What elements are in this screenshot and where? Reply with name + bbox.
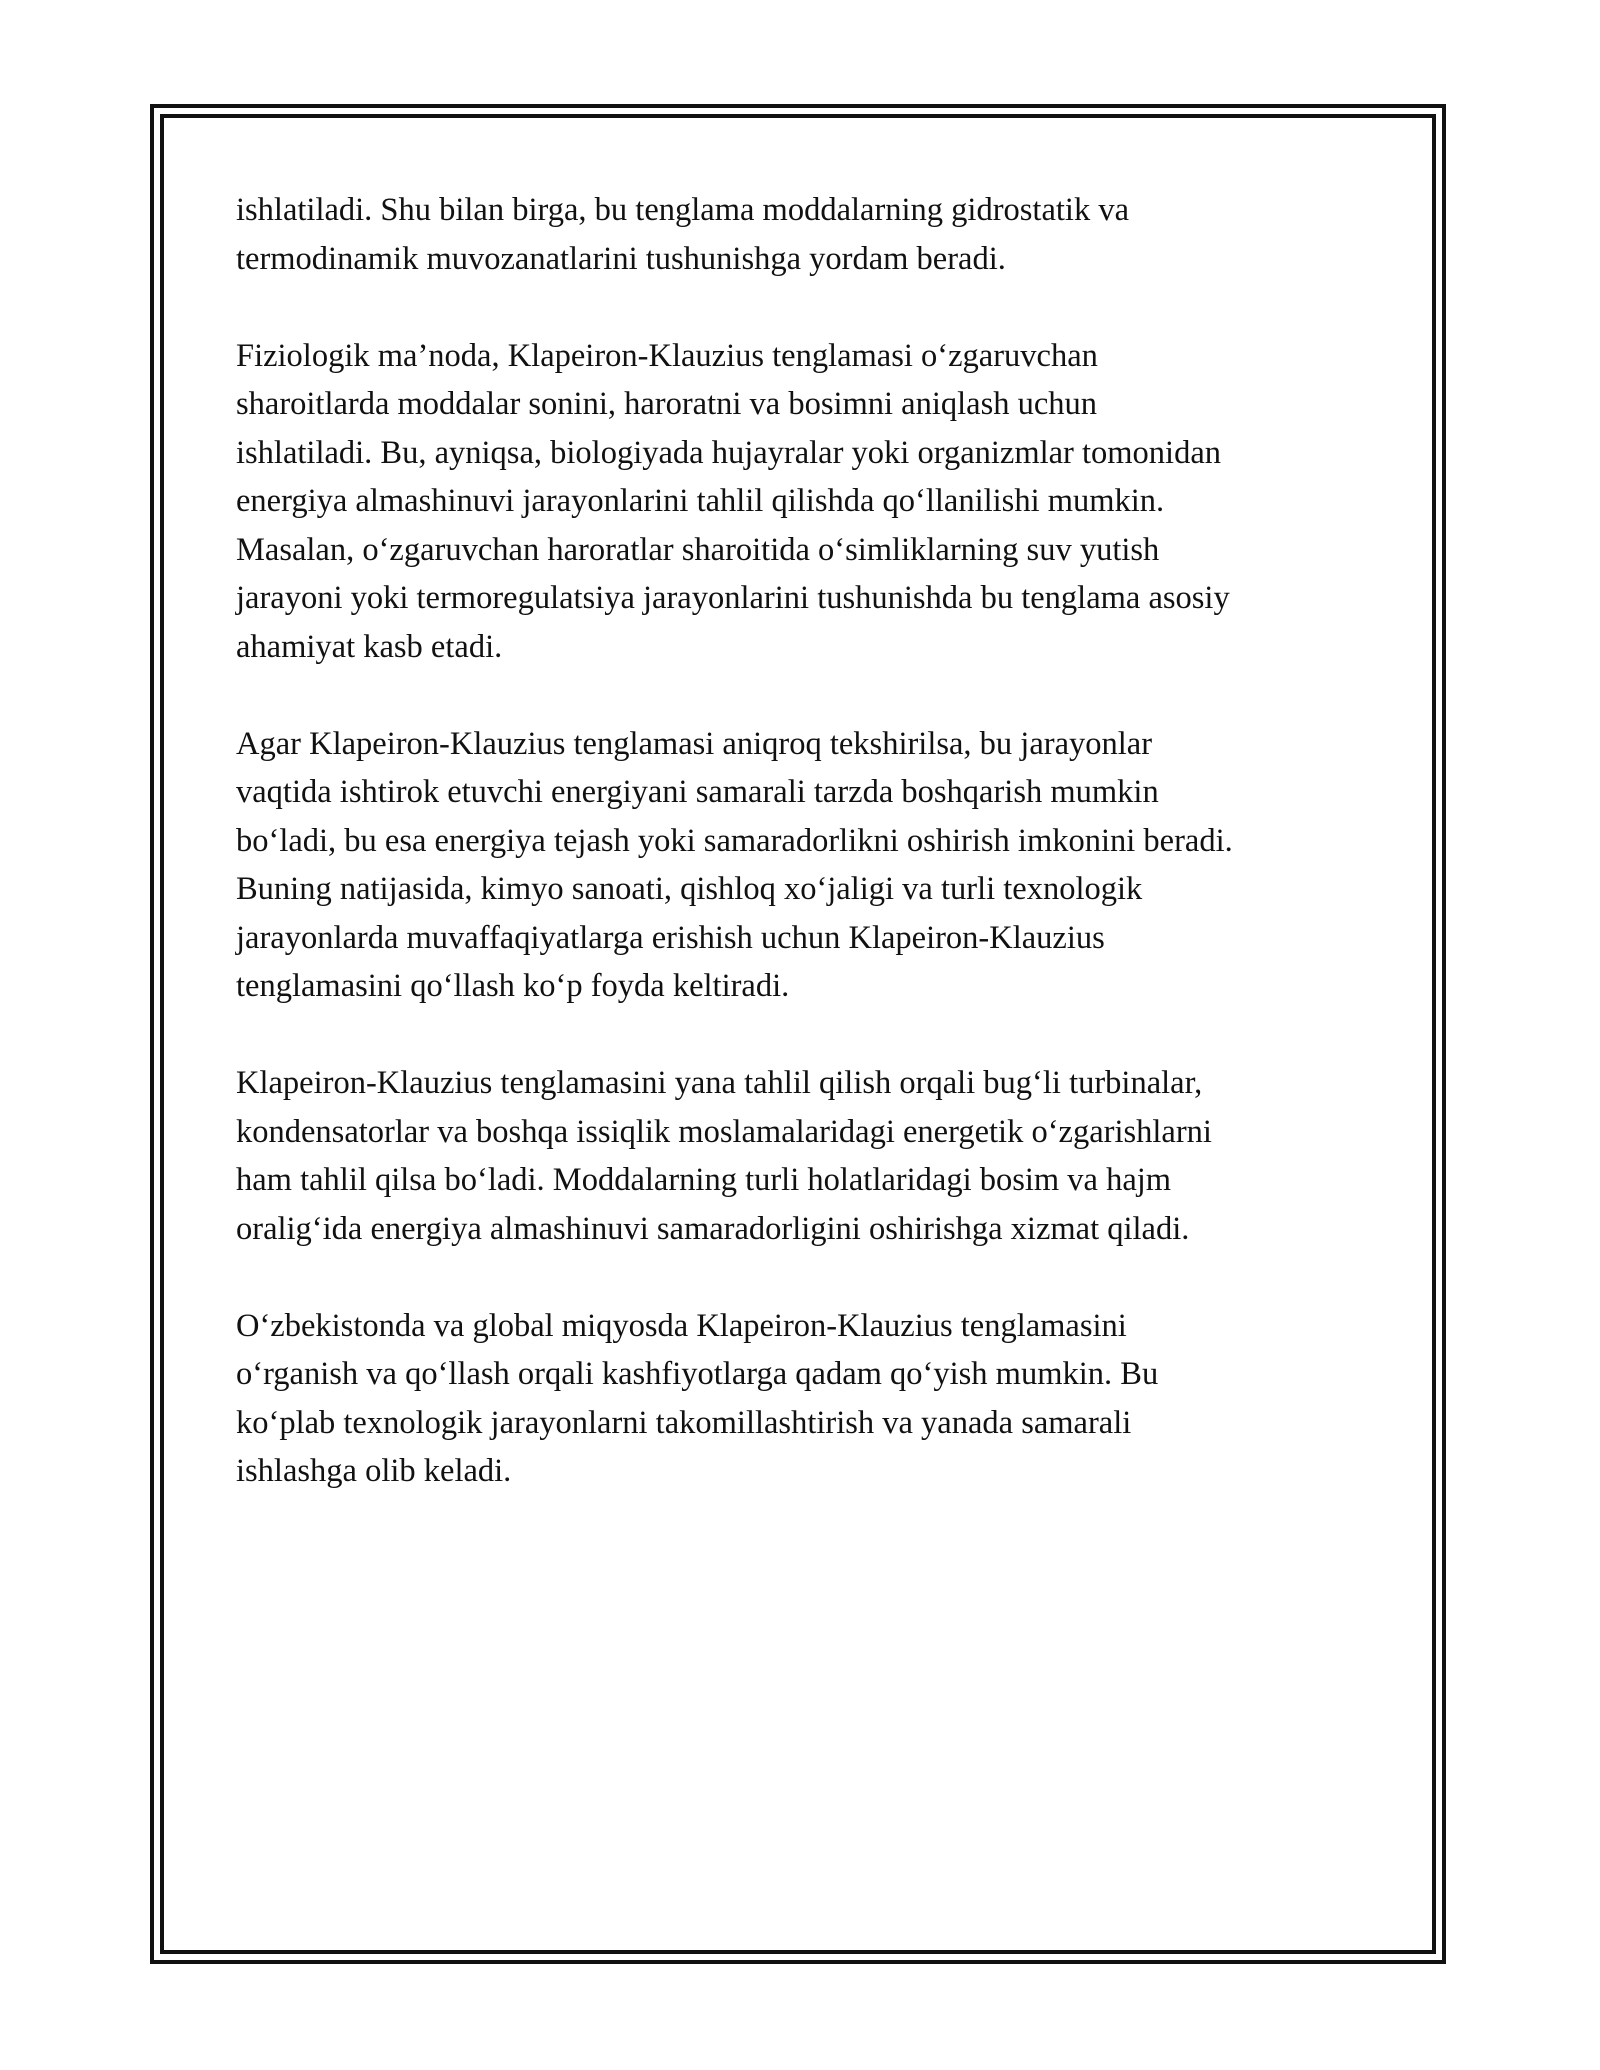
text-line: ham tahlil qilsa bo‘ladi. Moddalarning turli holatlaridagi bosim va hajm	[236, 1162, 1172, 1198]
text-line: Fiziologik ma’noda, Klapeiron-Klauzius tenglamasi o‘zgaruvchan	[236, 337, 1098, 374]
text-line: sharoitlarda moddalar sonini, haroratni va bosimni aniqlash uchun	[236, 386, 1098, 422]
text-line: jarayoni yoki termoregulatsiya jarayonlarini tushunishda bu tenglama asosiy	[236, 580, 1230, 616]
page-body	[236, 186, 1376, 1544]
text-line: kondensatorlar va boshqa issiqlik moslamalaridagi energetik o‘zgarishlarni	[236, 1113, 1212, 1150]
text-line: oralig‘ida energiya almashinuvi samaradorligini oshirishga xizmat qiladi.	[236, 1210, 1190, 1247]
text-line: ko‘plab texnologik jarayonlarni takomillashtirish va yanada samarali	[236, 1404, 1132, 1441]
text-line: Klapeiron-Klauzius tenglamasini yana tahlil qilish orqali bug‘li turbinalar,	[236, 1065, 1203, 1101]
paragraph-5	[236, 1302, 1376, 1496]
text-line: energiya almashinuvi jarayonlarini tahlil qilishda qo‘llanilishi mumkin.	[236, 483, 1165, 519]
text-line: ishlashga olib keladi.	[236, 1453, 512, 1489]
text-line: Agar Klapeiron-Klauzius tenglamasi aniqroq tekshirilsa, bu jarayonlar	[236, 725, 1153, 762]
text-line: tenglamasini qo‘llash ko‘p foyda keltiradi.	[236, 968, 790, 1004]
text-line: O‘zbekistonda va global miqyosda Klapeiron-Klauzius tenglamasini	[236, 1307, 1127, 1344]
text-line: Masalan, o‘zgaruvchan haroratlar sharoitida o‘simliklarning suv yutish	[236, 531, 1160, 568]
text-line: jarayonlarda muvaffaqiyatlarga erishish uchun Klapeiron-Klauzius	[236, 919, 1105, 956]
paragraph-4	[236, 1059, 1376, 1253]
text-line: ishlatiladi. Bu, ayniqsa, biologiyada hujayralar yoki organizmlar tomonidan	[236, 434, 1222, 471]
paragraph-2	[236, 332, 1376, 672]
text-line: Buning natijasida, kimyo sanoati, qishloq xo‘jaligi va turli texnologik	[236, 871, 1143, 907]
paragraph-1	[236, 186, 1376, 283]
paragraph-3	[236, 720, 1376, 1011]
text-line: ahamiyat kasb etadi.	[236, 628, 503, 665]
text-line: vaqtida ishtirok etuvchi energiyani samarali tarzda boshqarish mumkin	[236, 774, 1159, 810]
text-line: o‘rganish va qo‘llash orqali kashfiyotlarga qadam qo‘yish mumkin. Bu	[236, 1356, 1159, 1392]
text-line: bo‘ladi, bu esa energiya tejash yoki samaradorlikni oshirish imkonini beradi.	[236, 822, 1233, 859]
text-line: termodinamik muvozanatlarini tushunishga yordam beradi.	[236, 240, 1006, 277]
text-line: ishlatiladi. Shu bilan birga, bu tenglama moddalarning gidrostatik va	[236, 192, 1129, 228]
